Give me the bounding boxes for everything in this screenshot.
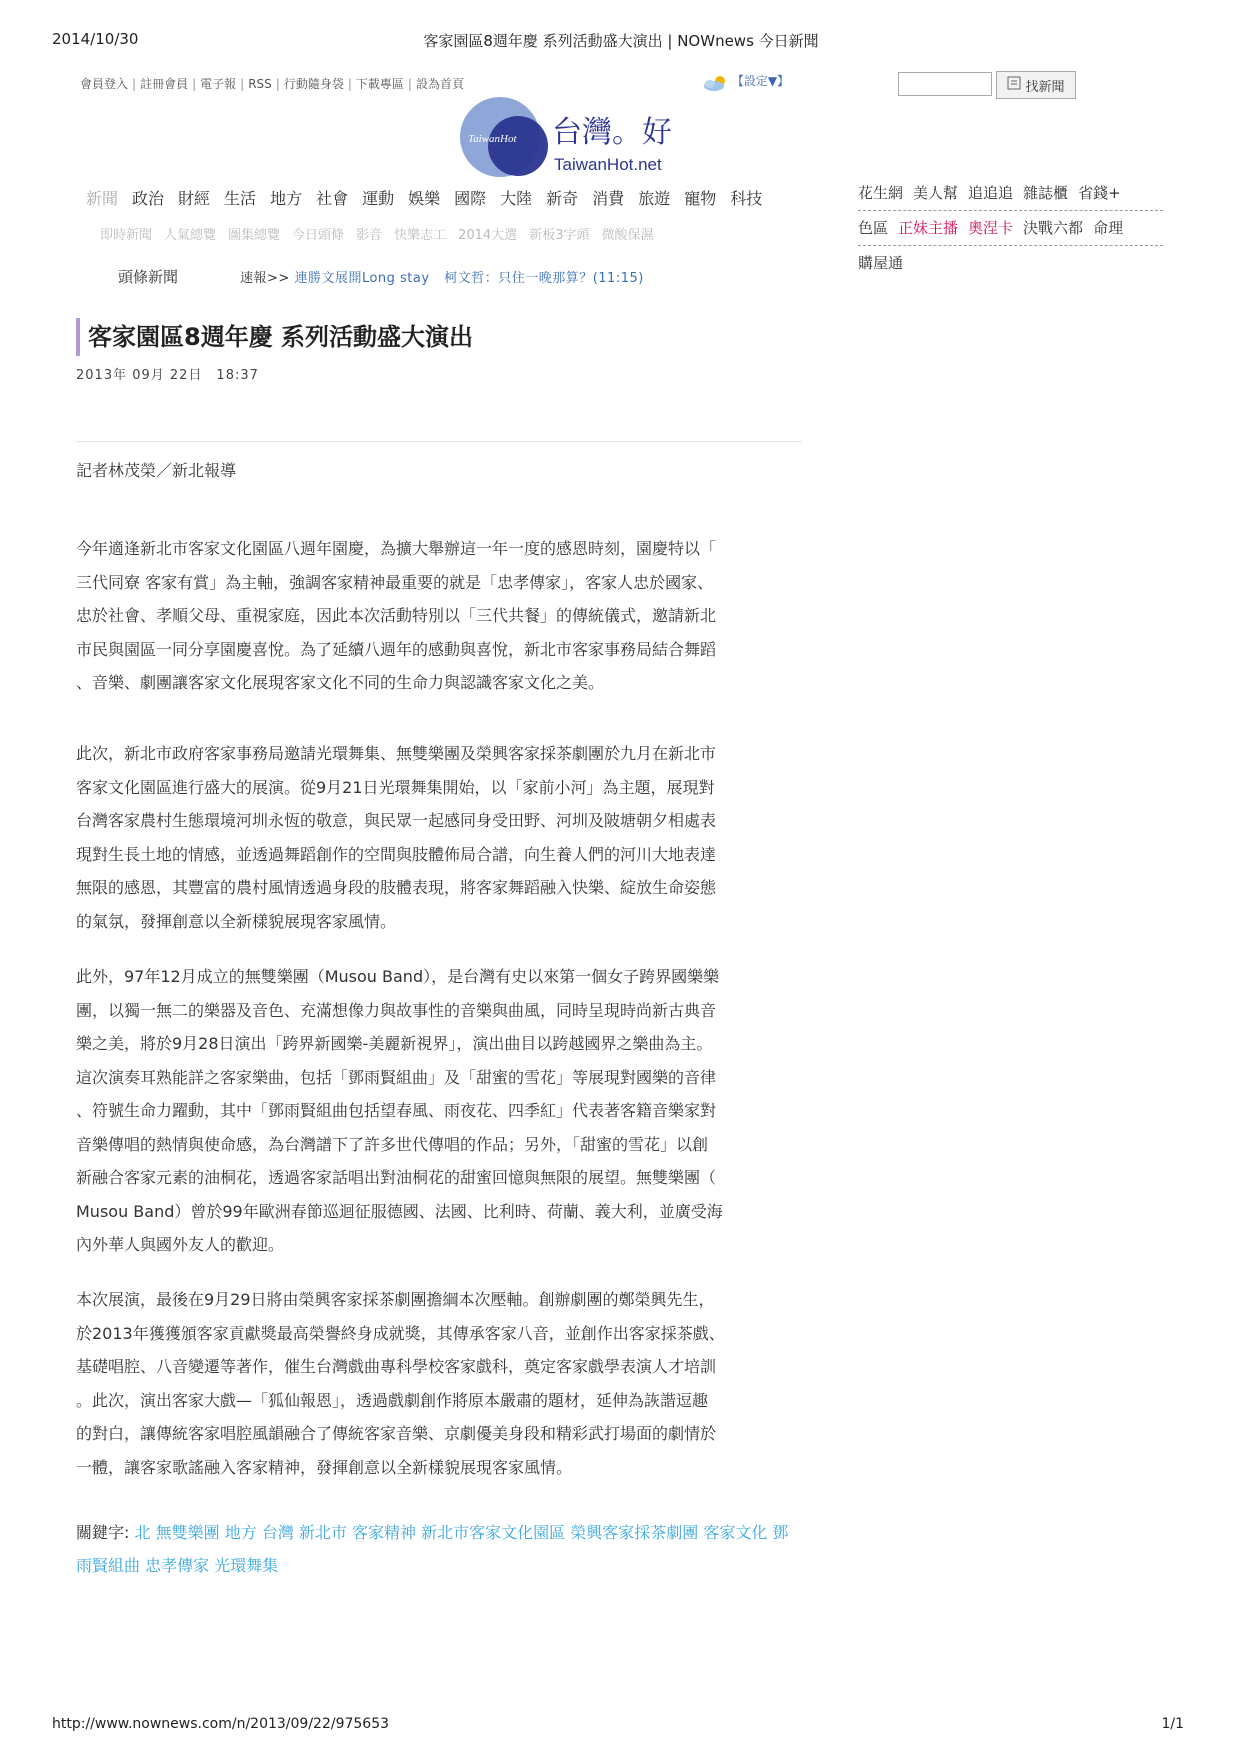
right-nav-item[interactable]: 購屋通 (858, 254, 904, 272)
right-nav-item[interactable]: 花生網 (858, 184, 904, 202)
subnav-item[interactable]: 圖集總覽 (228, 228, 281, 243)
headline-label: 頭條新聞 (118, 268, 179, 286)
nav-item[interactable]: 新奇 (546, 189, 579, 208)
keyword-link[interactable]: 榮興客家採茶劇團 (570, 1523, 699, 1542)
right-nav-item[interactable]: 色區 (858, 219, 889, 237)
right-nav-row-3 (858, 246, 1163, 280)
keyword-link[interactable]: 北 (134, 1523, 151, 1542)
title-divider (76, 441, 802, 442)
article-line: 三代同寮 客家有賞」為主軸，強調客家精神最重要的就是「忠孝傳家」，客家人忠於國家、 (76, 572, 714, 592)
article-paragraph (76, 1283, 792, 1484)
article-paragraph (76, 532, 792, 700)
subnav-item[interactable]: 新板3字頭 (529, 228, 590, 243)
right-nav-item[interactable]: 命理 (1093, 219, 1124, 237)
article-line: 音樂傳唱的熱情與使命感，為台灣譜下了許多世代傳唱的作品；另外，「甜蜜的雪花」以創 (76, 1134, 709, 1154)
keywords-label: 關鍵字: (76, 1523, 130, 1542)
main-nav (86, 186, 776, 209)
nav-item[interactable]: 科技 (730, 189, 763, 208)
right-nav-item[interactable]: 雜誌櫃 (1023, 184, 1069, 202)
link-separator: | (347, 77, 352, 91)
print-url: http://www.nownews.com/n/2013/09/22/975653 (52, 1716, 390, 1732)
top-link[interactable]: 電子報 (200, 77, 237, 91)
nav-item[interactable]: 運動 (362, 189, 395, 208)
print-page-number: 1/1 (1161, 1716, 1184, 1732)
subnav-item[interactable]: 即時新聞 (100, 228, 153, 243)
nav-item[interactable]: 娛樂 (408, 189, 441, 208)
top-link[interactable]: 行動隨身袋 (283, 77, 344, 91)
subnav-item[interactable]: 今日頭條 (292, 228, 345, 243)
keyword-link[interactable]: 鄧雨賢組曲 (76, 1523, 789, 1575)
right-nav (858, 176, 1163, 280)
article-line: 內外華人與國外友人的歡迎。 (76, 1235, 285, 1254)
article-line: 團，以獨一無二的樂器及音色、充滿想像力與故事性的音樂與曲風，同時呈現時尚新古典音 (76, 1000, 717, 1020)
ticker-prefix: 速報>> (240, 271, 290, 286)
keyword-link[interactable]: 忠孝傳家 (145, 1556, 210, 1575)
link-separator: | (275, 77, 280, 91)
subnav-item[interactable]: 人氣總覽 (164, 228, 217, 243)
nav-item[interactable]: 生活 (224, 189, 257, 208)
article-paragraph (76, 960, 792, 1262)
article-line: 無限的感恩，其豐富的農村風情透過身段的肢體表現，將客家舞蹈融入快樂、綻放生命姿態 (76, 878, 717, 897)
logo-emblem-text: TaiwanHot (468, 133, 517, 145)
article-line: 此外，97年12月成立的無雙樂團（Musou Band），是台灣有史以來第一個女子跨界國樂樂 (76, 967, 720, 986)
article-line: 忠於社會、孝順父母、重視家庭，因此本次活動特別以「三代共餐」的傳統儀式，邀請新北 (76, 606, 717, 625)
top-links-bar (80, 75, 464, 92)
keyword-link[interactable]: 無雙樂團 (155, 1523, 220, 1542)
search-input[interactable] (898, 72, 992, 96)
article-line: 客家文化園區進行盛大的展演。從9月21日光環舞集開始，以「家前小河」為主題，展現對 (76, 777, 715, 797)
article-line: 台灣客家農村生態環境河圳永恆的敬意，與民眾一起感同身受田野、河圳及陂塘朝夕相處表 (76, 811, 717, 830)
right-nav-item[interactable]: 追追追 (968, 184, 1014, 202)
nav-item[interactable]: 新聞 (86, 189, 119, 208)
nav-item[interactable]: 消費 (592, 189, 625, 208)
top-link[interactable]: 下載專區 (355, 77, 404, 91)
subnav-item[interactable]: 2014大選 (458, 228, 518, 243)
keyword-link[interactable]: 地方 (224, 1523, 257, 1542)
top-link[interactable]: 註冊會員 (140, 77, 189, 91)
article-line: 。此次，演出客家大戲—「狐仙報恩」，透過戲劇創作將原本嚴肅的題材，延伸為詼諧逗趣 (76, 1390, 709, 1410)
nav-item[interactable]: 社會 (316, 189, 349, 208)
article-paragraph (76, 737, 792, 938)
right-nav-item[interactable]: 美人幫 (913, 184, 959, 202)
article-line: 今年適逢新北市客家文化園區八週年園慶，為擴大舉辦這一年一度的感恩時刻，園慶特以「 (76, 539, 717, 558)
article-line: 於2013年獲獲頒客家貢獻獎最高榮譽終身成就獎，其傳承客家八音，並創作出客家採茶戲、 (76, 1323, 725, 1343)
right-nav-item[interactable]: 正妹主播 (898, 219, 959, 237)
sub-nav (100, 224, 665, 243)
article-line: 市民與園區一同分享園慶喜悅。為了延續八週年的感動與喜悅，新北市客家事務局結合舞蹈 (76, 639, 717, 659)
article-datetime: 2013年 09月 22日 18:37 (76, 368, 259, 383)
title-accent-bar (76, 318, 80, 356)
article-byline: 記者林茂榮／新北報導 (76, 461, 237, 480)
subnav-item[interactable]: 微酸保濕 (601, 228, 654, 243)
link-separator: | (192, 77, 197, 91)
article-line: 、符號生命力躍動，其中「鄧雨賢組曲包括望春風、雨夜花、四季紅」代表著客籍音樂家對 (76, 1101, 717, 1120)
nav-item[interactable]: 財經 (178, 189, 211, 208)
search-icon (1007, 76, 1021, 94)
keyword-link[interactable]: 台灣 (261, 1523, 294, 1542)
link-separator: | (132, 77, 137, 91)
keyword-link[interactable]: 新北市客家文化園區 (421, 1523, 566, 1542)
nav-item[interactable]: 政治 (132, 189, 165, 208)
right-nav-row-1 (858, 176, 1163, 211)
keyword-link[interactable]: 客家文化 (703, 1523, 768, 1542)
article-title: 客家園區8週年慶 系列活動盛大演出 (88, 323, 474, 351)
ticker-link-2[interactable]: 柯文哲：只住一晚那算？(11:15) (444, 271, 644, 286)
site-logo[interactable] (460, 96, 700, 178)
settings-link[interactable]: 【設定▼】 (731, 74, 790, 88)
right-nav-row-2 (858, 211, 1163, 246)
nav-item[interactable]: 大陸 (500, 189, 533, 208)
article-line: 一體，讓客家歌謠融入客家精神，發揮創意以全新樣貌展現客家風情。 (76, 1457, 573, 1477)
keyword-link[interactable]: 光環舞集 (214, 1556, 279, 1575)
link-separator: | (240, 77, 245, 91)
print-date: 2014/10/30 (52, 30, 139, 48)
keywords (76, 1516, 792, 1582)
subnav-item[interactable]: 快樂志工 (394, 228, 447, 243)
weather-icon (702, 74, 728, 90)
search-button-label: 找新聞 (1025, 79, 1065, 95)
subnav-item[interactable]: 影音 (356, 228, 383, 243)
nav-item[interactable]: 國際 (454, 189, 487, 208)
article-line: 、音樂、劇團讓客家文化展現客家文化不同的生命力與認識客家文化之美。 (76, 673, 605, 692)
nav-item[interactable]: 旅遊 (638, 189, 671, 208)
logo-chinese: 台灣。好 (552, 115, 672, 150)
news-ticker (240, 267, 644, 286)
article-line: 的對白，讓傳統客家唱腔風韻融合了傳統客家音樂、京劇優美身段和精彩武打場面的劇情於 (76, 1424, 717, 1443)
link-separator: | (407, 77, 412, 91)
right-nav-item[interactable]: 決戰六都 (1023, 219, 1084, 237)
article-line: 此次，新北市政府客家事務局邀請光環舞集、無雙樂團及榮興客家採茶劇團於九月在新北市 (76, 744, 717, 763)
top-link[interactable]: 設為首頁 (415, 77, 464, 91)
article-line: 本次展演，最後在9月29日將由榮興客家採茶劇團擔綱本次壓軸。創辦劇團的鄭榮興先生， (76, 1290, 715, 1309)
article-line: Musou Band）曾於99年歐洲春節巡迴征服德國、法國、比利時、荷蘭、義大利，並廣受海 (76, 1201, 723, 1221)
article-line: 新融合客家元素的油桐花，透過客家話唱出對油桐花的甜蜜回憶與無限的展望。無雙樂團（ (76, 1168, 717, 1187)
ticker-link-1[interactable]: 連勝文展開Long stay (294, 271, 430, 286)
article-line: 這次演奏耳熟能詳之客家樂曲，包括「鄧雨賢組曲」及「甜蜜的雪花」等展現對國樂的音律 (76, 1067, 717, 1087)
right-nav-item[interactable]: 奧涅卡 (968, 219, 1014, 237)
nav-item[interactable]: 地方 (270, 189, 303, 208)
keyword-link[interactable]: 新北市 (298, 1523, 347, 1542)
article-line: 現對生長土地的情感，並透過舞蹈創作的空間與肢體佈局合譜，向生養人們的河川大地表達 (76, 844, 717, 864)
keyword-link[interactable]: 客家精神 (352, 1523, 417, 1542)
weather-settings[interactable] (702, 72, 789, 90)
search-button[interactable] (996, 71, 1076, 99)
nav-item[interactable]: 寵物 (684, 189, 717, 208)
article-line: 基礎唱腔、八音變遷等著作，催生台灣戲曲專科學校客家戲科，奠定客家戲學表演人才培訓 (76, 1357, 717, 1376)
top-link[interactable]: 會員登入 (80, 77, 129, 91)
logo-domain: TaiwanHot.net (554, 155, 662, 174)
article-line: 的氣氛，發揮創意以全新樣貌展現客家風情。 (76, 911, 397, 931)
top-link[interactable]: RSS (248, 77, 272, 91)
right-nav-item[interactable]: 省錢+ (1078, 184, 1121, 202)
print-title: 客家園區8週年慶 系列活動盛大演出 | NOWnews 今日新聞 (423, 32, 819, 50)
article-line: 樂之美，將於9月28日演出「跨界新國樂-美麗新視界」，演出曲目以跨越國界之樂曲為主。 (76, 1034, 713, 1053)
